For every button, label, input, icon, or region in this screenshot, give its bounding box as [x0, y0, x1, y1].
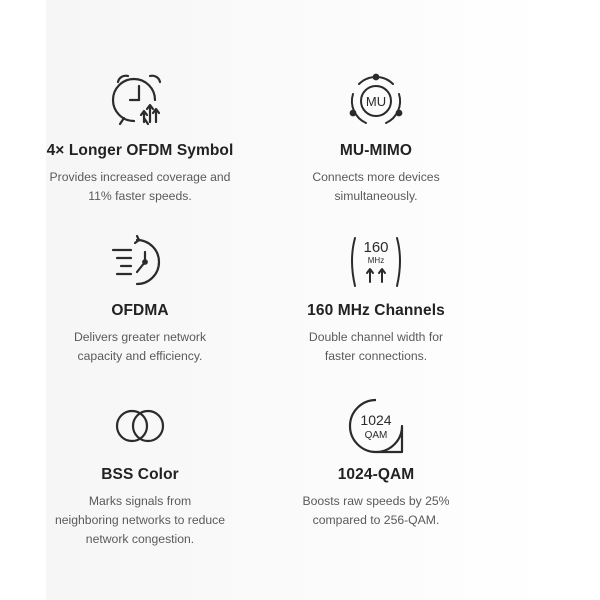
- svg-text:160: 160: [363, 239, 389, 256]
- svg-text:1024: 1024: [360, 412, 392, 428]
- feature-title: BSS Color: [101, 466, 179, 483]
- feature-mu-mimo: [246, 70, 506, 206]
- 160mhz-channel-icon: [345, 230, 407, 292]
- svg-text:MHz: MHz: [367, 256, 385, 265]
- feature-description: Delivers greater network capacity and efficiency.: [73, 330, 207, 363]
- feature-160mhz: [246, 230, 506, 366]
- feature-bss-color: [10, 396, 270, 549]
- feature-title: MU-MIMO: [339, 142, 413, 159]
- fast-clock-icon: [107, 230, 173, 292]
- 1024-qam-badge-icon: [345, 396, 407, 456]
- svg-text:MU: MU: [365, 94, 387, 109]
- mu-mimo-icon: [345, 70, 407, 132]
- feature-title: OFDMA: [111, 302, 169, 319]
- feature-title: 160 MHz Channels: [307, 302, 445, 319]
- overlapping-circles-icon: [109, 396, 171, 456]
- feature-title: 4× Longer OFDM Symbol: [46, 142, 234, 159]
- feature-description: Provides increased coverage and 11% faster speeds.: [49, 170, 231, 203]
- feature-description: Double channel width for faster connections.: [308, 330, 444, 363]
- alarm-clock-speed-icon: [110, 70, 170, 132]
- feature-title: 1024-QAM: [337, 466, 415, 483]
- svg-text:QAM: QAM: [364, 430, 388, 441]
- feature-description: Connects more devices simultaneously.: [312, 170, 440, 203]
- feature-ofdm-symbol: [10, 70, 270, 206]
- feature-ofdma: [10, 230, 270, 366]
- feature-description: Boosts raw speeds by 25% compared to 256-QAM.: [302, 494, 450, 527]
- feature-description: Marks signals from neighboring networks to reduce network congestion.: [54, 494, 226, 546]
- feature-1024-qam: [246, 396, 506, 530]
